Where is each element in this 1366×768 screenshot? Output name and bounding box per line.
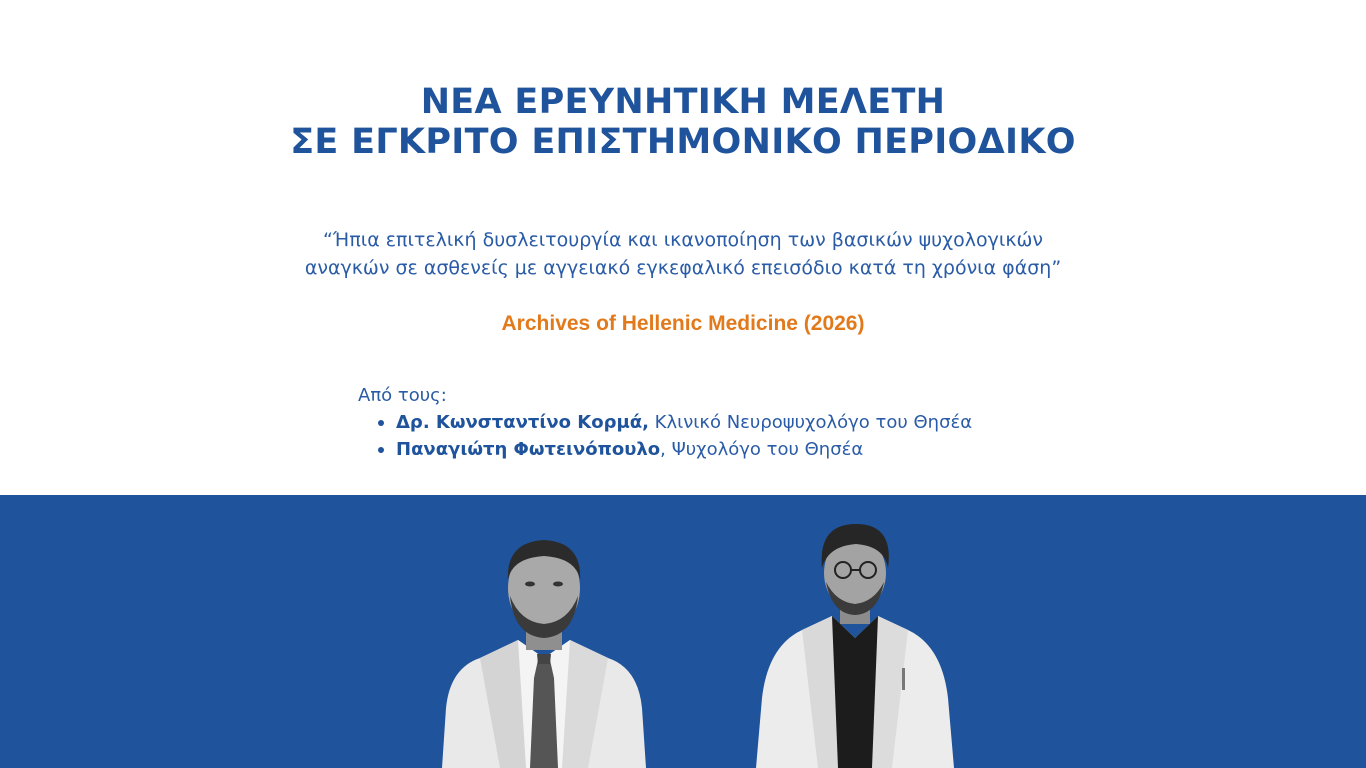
author-item (376, 436, 972, 463)
authors-section (358, 382, 972, 463)
study-title-quote: “Ήπια επιτελική δυσλειτουργία και ικανοποίηση των βασικών ψυχολογικών αναγκών σε ασθενείς με αγγειακό εγκεφαλικό επεισόδιο κατά τη χρόνια φάση” (304, 229, 1062, 279)
headline (0, 82, 1366, 162)
author-role: , Ψυχολόγο του Θησέα (660, 439, 864, 460)
authors-list (358, 409, 972, 463)
bullet-icon (378, 420, 384, 426)
author-name: Παναγιώτη Φωτεινόπουλο (396, 439, 661, 460)
author-photo-2 (752, 518, 958, 768)
author-photo-1 (440, 518, 648, 768)
bullet-icon (378, 447, 384, 453)
author-role: Κλινικό Νευροψυχολόγο του Θησέα (648, 412, 973, 433)
journal-name: Archives of Hellenic Medicine (2026) (501, 312, 865, 335)
author-name: Δρ. Κωνσταντίνο Κορμά, (396, 412, 649, 433)
authors-intro: Από τους: (358, 385, 447, 406)
photo-band (0, 495, 1366, 768)
headline-line-2: ΣΕ ΕΓΚΡΙΤΟ ΕΠΙΣΤΗΜΟΝΙΚΟ ΠΕΡΙΟΔΙΚΟ (290, 122, 1076, 162)
headline-line-1: ΝΕΑ ΕΡΕΥΝΗΤΙΚΗ ΜΕΛΕΤΗ (420, 82, 946, 122)
author-item (376, 409, 972, 436)
